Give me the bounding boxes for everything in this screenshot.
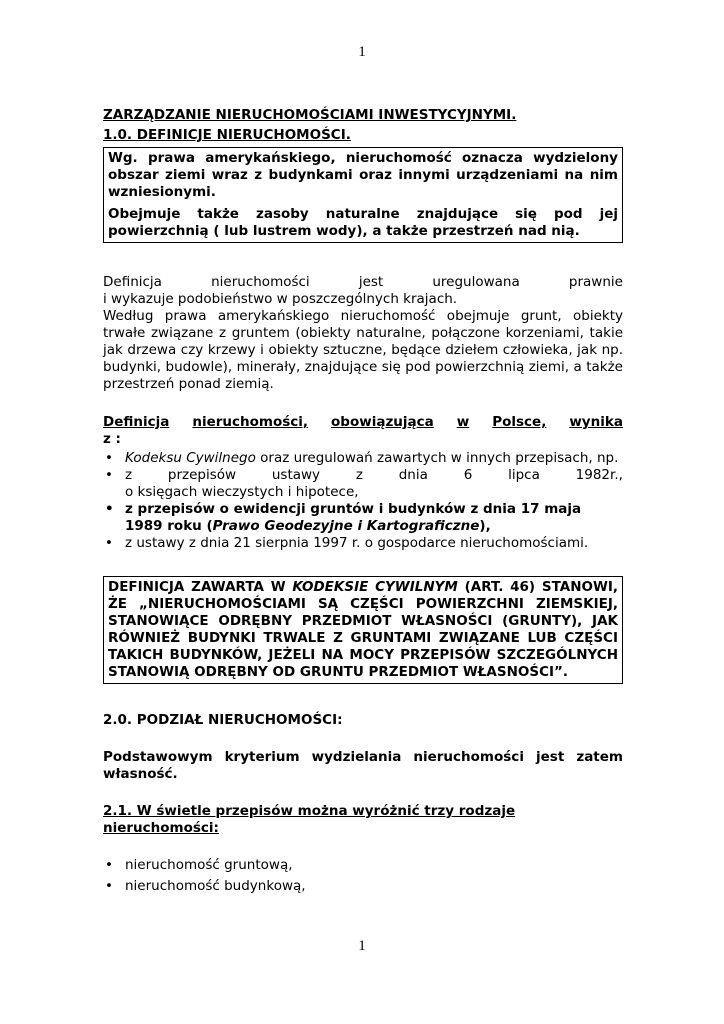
section-2-1-heading: 2.1. W świetle przepisów można wyróżnić trzy rodzaje nieruchomości:	[103, 803, 516, 836]
text: z przepisów o ewidencji gruntów i budynków z dnia 17 maja 1989 roku (	[125, 501, 582, 534]
section-2-heading: 2.0. PODZIAŁ NIERUCHOMOŚCI:	[103, 712, 343, 728]
sources-list	[103, 450, 623, 552]
word: jest	[358, 274, 384, 290]
us-definition-box	[103, 147, 623, 243]
list-item	[103, 535, 623, 552]
text: ),	[479, 518, 491, 534]
polish-definition-heading	[103, 414, 623, 448]
word: uregulowana	[432, 274, 520, 290]
section-1-heading: 1.0. DEFINICJE NIERUCHOMOŚCI.	[103, 127, 351, 143]
word: lipca	[508, 467, 540, 483]
heading-line: z :	[103, 431, 121, 447]
page-number-bottom: 1	[358, 938, 366, 954]
spread-line	[103, 414, 623, 431]
civil-code-text	[108, 579, 618, 681]
property-types-list	[103, 857, 623, 895]
spread-line	[125, 467, 623, 484]
page-number-top: 1	[358, 44, 366, 60]
italic-text: KODEKSIE CYWILNYM	[292, 579, 458, 595]
word: dnia	[398, 467, 428, 483]
word: Definicja	[103, 414, 170, 430]
word: prawnie	[568, 274, 623, 290]
word: 1982r.,	[575, 467, 623, 483]
list-item: • nieruchomość gruntową,	[103, 857, 623, 874]
word: obowiązująca	[331, 414, 434, 430]
paragraph-us-law: Według prawa amerykańskiego nieruchomość obejmuje grunt, obiekty trwałe związane z gruntem (obiekty naturalne, połączone korzeniami, takie jak drzewa czy krzewy i obiekty sztuczne, będące dziełem człowieka, jak np. budynki, budowle), minerały, znajdujące się pod powierzchnią ziemi, a także przestrzeń ponad ziemią.	[103, 308, 623, 392]
text: DEFINICJA ZAWARTA W	[108, 579, 293, 595]
document-body	[103, 107, 623, 895]
word: Definicja	[103, 274, 162, 290]
word: przepisów	[167, 467, 237, 483]
text: o księgach wieczystych i hipotece,	[125, 484, 359, 500]
word: w	[456, 414, 470, 430]
us-definition-p1: Wg. prawa amerykańskiego, nieruchomość oznacza wydzielony obszar ziemi wraz z budynkami oraz innymi urządzeniami na nim wzniesionymi.	[108, 150, 618, 200]
list-item	[103, 450, 623, 467]
list-item	[103, 501, 623, 535]
civil-code-definition-box	[103, 576, 623, 684]
paragraph-definition-regulated	[103, 274, 623, 308]
text: z ustawy z dnia 21 sierpnia 1997 r. o gospodarce nieruchomościami.	[125, 535, 589, 551]
word: wynika	[569, 414, 623, 430]
italic-text: Kodeksu Cywilnego	[125, 450, 256, 466]
italic-text: Prawo Geodezyjne i Kartograficzne	[212, 518, 480, 534]
word: Polsce,	[492, 414, 547, 430]
document-title: ZARZĄDZANIE NIERUCHOMOŚCIAMI INWESTYCYJNYMI.	[103, 107, 517, 123]
paragraph-line: i wykazuje podobieństwo w poszczególnych krajach.	[103, 291, 458, 307]
word: • z	[125, 467, 133, 483]
us-definition-p2: Obejmuje także zasoby naturalne znajdujące się pod jej powierzchnią ( lub lustrem wody), a także przestrzeń nad nią.	[108, 206, 618, 239]
word: nieruchomości	[211, 274, 310, 290]
list-item	[103, 467, 623, 501]
text: (ART. 46) STANOWI, ŻE „NIERUCHOMOŚCIAMI SĄ CZĘŚCI POWIERZCHNI ZIEMSKIEJ, STANOWIĄCE ODRĘBNY PRZEDMIOT WŁASNOŚCI (GRUNTY), JAK RÓWNIEŻ BUDYNKI TRWALE Z GRUNTAMI ZWIĄZANE LUB CZĘŚCI TAKICH BUDYNKÓW, JEŻELI NA MOCY PRZEPISÓW SZCZEGÓLNYCH STANOWIĄ ODRĘBNY OD GRUNTU PRZEDMIOT WŁASNOŚCI”.	[108, 579, 619, 680]
word: ustawy	[271, 467, 321, 483]
paragraph-criterion: Podstawowym kryterium wydzielania nieruchomości jest zatem własność.	[103, 749, 623, 782]
spread-line	[103, 274, 623, 291]
list-item: • nieruchomość budynkową,	[103, 878, 623, 895]
word: z	[355, 467, 363, 483]
word: nieruchomości,	[192, 414, 309, 430]
text: oraz uregulowań zawartych w innych przepisach, np.	[255, 450, 619, 466]
word: 6	[463, 467, 473, 483]
